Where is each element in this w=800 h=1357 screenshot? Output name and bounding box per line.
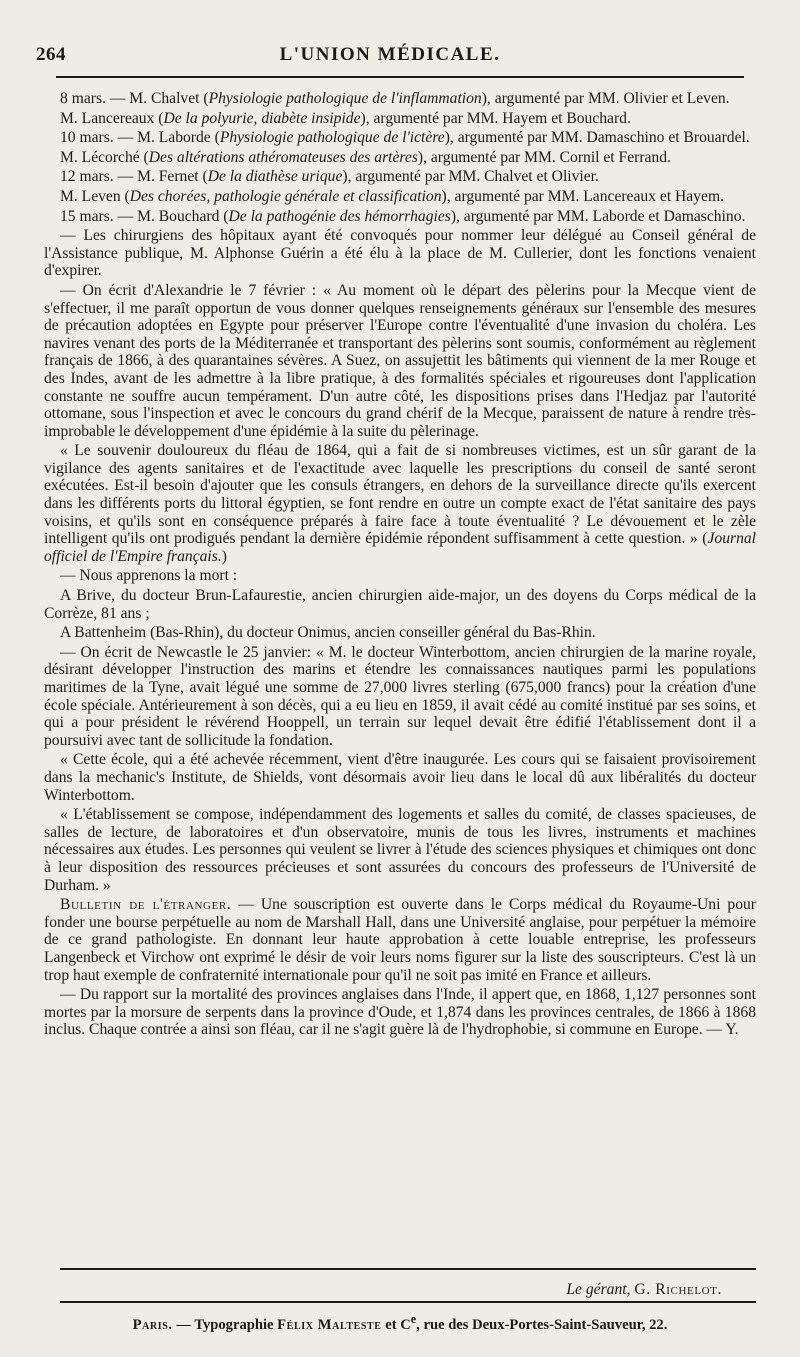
news-paragraph: — On écrit d'Alexandrie le 7 février : « Au moment où le départ des pèlerins pour la Mecque vient de s'effectuer, il me paraît opportun de vous donner quelques renseignements généraux sur l'ensemble des mesures de précaution adoptées en Egypte pour préserver l'Europe contre l'éventualité d'une invasion du choléra. Les navires venant des ports de la Méditerranée et transportant des pèlerins sont soumis, conformément au règlement français de 1866, à des quarantaines sévères. A Suez, on assujettit les bâtiments qui viennent de la mer Rouge et des Indes, avant de les admettre à la libre pratique, à des formalités spéciales et rigoureuses dont l'application constante ne souffre aucun tempérament. D'un autre côté, les dispositions prises dans l'Hedjaz par l'autorité ottomane, sous l'inspection et avec le concours du grand chérif de la Mecque, paraissent de nature à rendre très-improbable le développement d'une épidémie à la suite du pèlerinage. [44, 281, 756, 440]
news-paragraph: — On écrit de Newcastle le 25 janvier: « M. le docteur Winterbottom, ancien chirurgien de la marine royale, désirant développer l'instruction des marins et étendre les connaissances nautiques parmi les populations maritimes de la Tyne, avait légué une somme de 27,000 livres sterling (675,000 francs) pour la création d'une école spéciale. Antérieurement à son décès, qui a eu lieu en 1859, il avait cédé au comité institué par ses soins, et qui a pour président le révérend Hooppell, un terrain sur lequel devait être édifié l'établissement dont il a poursuivi avec tant de sollicitude la fondation. [44, 643, 756, 749]
obituary-entry: A Battenheim (Bas-Rhin), du docteur Onimus, ancien conseiller général du Bas-Rhin. [60, 624, 596, 642]
schedule-entry: 12 mars. — M. Fernet (De la diathèse urique), argumenté par MM. Chalvet et Olivier. [60, 168, 599, 186]
news-paragraph: « Cette école, qui a été achevée récemment, vient d'être inaugurée. Les cours qui se faisaient provisoirement dans la mechanic's Institute, de Shields, vont désormais avoir lieu dans le local dû aux libéralités du docteur Winterbottom. [44, 751, 756, 804]
news-paragraph: « Le souvenir douloureux du fléau de 1864, qui a fait de si nombreuses victimes, est un sûr garant de la vigilance des agents sanitaires et de l'exactitude avec laquelle les prescriptions du conseil de santé seront exécutées. Est-il besoin d'ajouter que les consuls étrangers, en dehors de la surveillance directe qu'ils exercent dans les différents ports du littoral égyptien, se font rendre en outre un compte exact de l'état sanitaire des pays voisins, et qu'ils sont en conséquence préparés à faire face à toute éventualité ? Le dévouement et le zèle intelligent qu'ils ont prodigués pendant la dernière épidémie répondent suffisamment à cette question. » (Journal officiel de l'Empire français.) [44, 442, 756, 565]
news-paragraph: — Les chirurgiens des hôpitaux ayant été convoqués pour nommer leur délégué au Conseil général de l'Assistance publique, M. Alphonse Guérin a été élu à la place de M. Cullerier, dont les fonctions venaient d'expirer. [44, 227, 756, 280]
news-paragraph: — Nous apprenons la mort : [60, 567, 238, 585]
header-rule [56, 76, 744, 78]
bulletin-heading: Bulletin de l'étranger. [60, 896, 232, 914]
article-body [44, 90, 756, 1041]
footer-rule [60, 1301, 756, 1303]
footer-rule [60, 1268, 756, 1270]
schedule-entry: 15 mars. — M. Bouchard (De la pathogénie des hémorrhagies), argumenté par MM. Laborde et Damaschino. [60, 207, 746, 225]
running-title: L'UNION MÉDICALE. [279, 44, 501, 65]
schedule-entry: 8 mars. — M. Chalvet (Physiologie pathologique de l'inflammation), argumenté par MM. Olivier et Leven. [60, 90, 730, 107]
foreign-bulletin: Bulletin de l'étranger. — Une souscription est ouverte dans le Corps médical du Royaume-Uni pour fonder une bourse perpétuelle au nom de Marshall Hall, dans une Université anglaise, pour perpétuer la mémoire de ce grand pathologiste. En donnant leur haute approbation à cette louable entreprise, les professeurs Langenbeck et Virchow ont exprimé le désir de voir leurs noms figurer sur la liste des souscripteurs. C'est là un trop haut exemple de confraternité internationale pour qu'il ne soit pas imité en France et ailleurs. [44, 896, 757, 984]
printer-imprint: Paris. — Typographie Félix Malteste et Ce, rue des Deux-Portes-Saint-Sauveur, 22. [132, 1312, 668, 1333]
schedule-entry: M. Lécorché (Des altérations athéromateuses des artères), argumenté par MM. Cornil et Ferrand. [60, 148, 671, 166]
gerant-signature: Le gérant, G. Richelot. [566, 1281, 722, 1298]
news-paragraph: « L'établissement se compose, indépendamment des logements et salles du comité, de classes spacieuses, de salles de lecture, de laboratoires et d'un observatoire, munis de tous les livres, instruments et machines nécessaires aux études. Les personnes qui veulent se livrer à l'étude des sciences physiques et chimiques ont donc à leur disposition des ressources précieuses et sont assurées du concours des professeurs de l'Université de Durham. » [44, 806, 756, 894]
obituary-entry: A Brive, du docteur Brun-Lafaurestie, ancien chirurgien aide-major, un des doyens du Corps médical de la Corrèze, 81 ans ; [44, 587, 756, 622]
page-number: 264 [36, 44, 66, 65]
schedule-entry: M. Leven (Des chorées, pathologie générale et classification), argumenté par MM. Lancereaux et Hayem. [60, 187, 724, 205]
schedule-entry: 10 mars. — M. Laborde (Physiologie pathologique de l'ictère), argumenté par MM. Damaschino et Brouardel. [60, 129, 750, 147]
schedule-entry: M. Lancereaux (De la polyurie, diabète insipide), argumenté par MM. Hayem et Bouchard. [60, 109, 631, 127]
news-paragraph: — Du rapport sur la mortalité des provinces anglaises dans l'Inde, il appert que, en 1868, 1,127 personnes sont mortes par la morsure de serpents dans la province d'Oude, et 1,874 dans les provinces centrales, de 1866 à 1868 inclus. Chaque contrée a ainsi son fléau, car il ne s'agit guère là de l'hydrophobie, si commune en Europe. — Y. [44, 986, 756, 1039]
page-header [36, 44, 744, 74]
